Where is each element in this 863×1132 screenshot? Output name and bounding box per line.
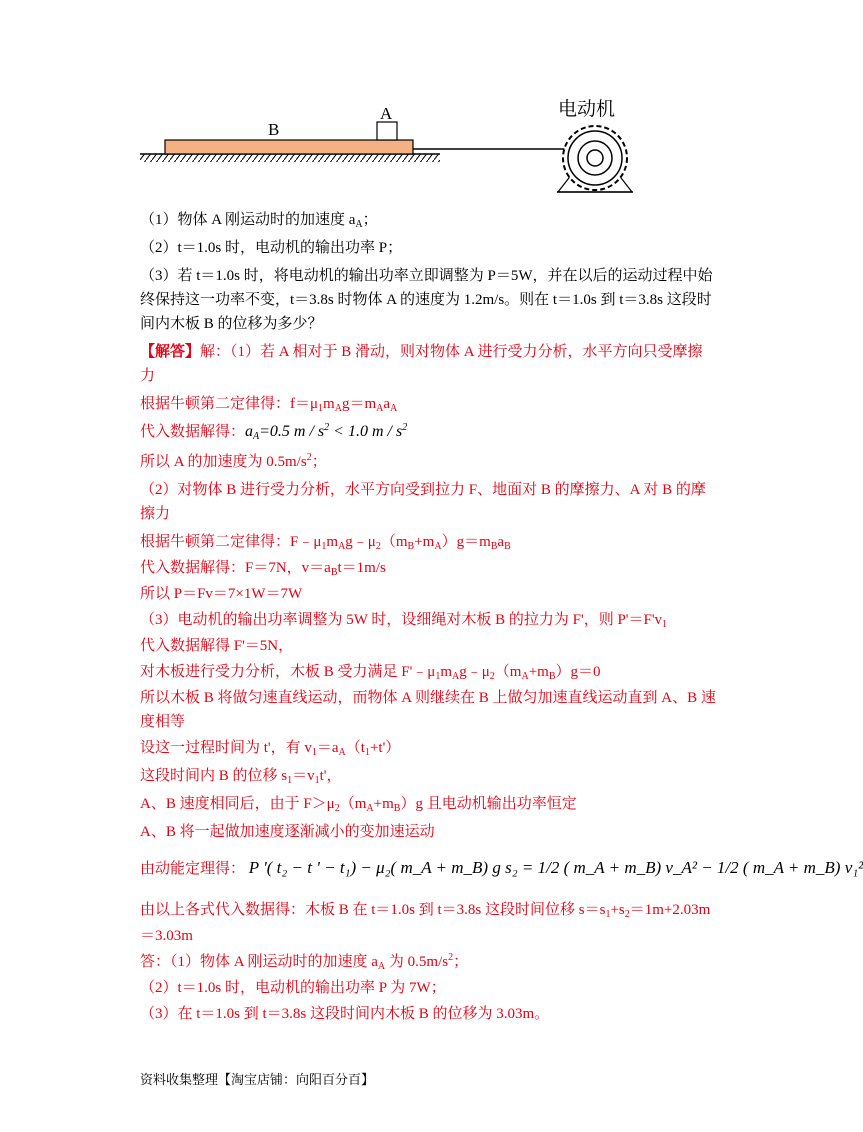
answer-line-23: 答：（1）物体 A 刚运动时的加速度 $a_A$ 为 $0.5m/s^2$；	[140, 952, 469, 972]
answer-line-24: （2）t＝1.0s 时，电动机的输出功率 P 为 7W；	[140, 980, 446, 996]
physics-figure	[140, 88, 660, 198]
label-b: B	[268, 120, 280, 139]
footer: 资料收集整理【淘宝店铺：向阳百分百】	[140, 1073, 375, 1088]
answer-line-18: A、B 速度相同后，由于 $F>\mu_2(m_A+m_B)g$ 且电动机输出功率恒定	[140, 796, 577, 814]
answer-line-9: 代入数据解得：F＝7N，$v=a_Bt=1m/s$	[140, 560, 386, 578]
label-a: A	[380, 104, 393, 123]
answer-line-14: 所以木板 B 将做匀速直线运动，而物体 A 则继续在 B 上做匀加速直线运动直到 A、B 速	[140, 690, 716, 706]
question-3-line-2: 终保持这一功率不变，t＝3.8s 时物体 A 的速度为 1.2m/s。则在 t＝1.0s 到 t＝3.8s 这段时	[140, 292, 712, 308]
question-3-line-1: （3）若 t＝1.0s 时，将电动机的输出功率立即调整为 P＝5W，并在以后的运动过程中始	[140, 268, 713, 284]
answer-line-11: （3）电动机的输出功率调整为 5W 时，设细绳对木板 B 的拉力为 F'，则 $P'=F'v_1$	[140, 612, 668, 630]
ground-hatch	[140, 154, 440, 162]
question-2: （2）t＝1.0s 时，电动机的输出功率 P；	[140, 240, 403, 256]
answer-line-13: 对木板进行受力分析，木板 B 受力满足 $F'﹣\mu_1m_Ag﹣\mu_2(m_A+m_B)g=0$	[140, 664, 601, 682]
answer-line-7: 擦力	[140, 506, 171, 522]
answer-line-5: 所以 A 的加速度为 $0.5m/s^2$；	[140, 452, 327, 470]
answer-line-3: 根据牛顿第二定律得：$f=\mu_1m_Ag=m_Aa_A$	[140, 396, 398, 414]
plank-b	[165, 140, 413, 154]
answer-line-21: 由以上各式代入数据得：木板 B 在 t＝1.0s 到 t＝3.8s 这段时间位移 $s=s_1+s_2=1m+2.03m$	[140, 902, 711, 920]
answer-line-10: 所以 P＝Fv＝7×1W＝7W	[140, 586, 303, 602]
answer-line-1: 【解答】解：（1）若 A 相对于 B 滑动，则对物体 A 进行受力分析，水平方向只受摩擦	[140, 344, 703, 360]
answer-line-19: A、B 将一起做加速度逐渐减小的变加速运动	[140, 824, 435, 840]
answer-line-8: 根据牛顿第二定律得：$F﹣\mu_1m_Ag﹣\mu_2(m_B+m_A)g=m_Ba_B$	[140, 534, 511, 552]
answer-line-12: 代入数据解得 F'＝5N，	[140, 638, 294, 654]
energy-equation: P '( t₂ − t ' − t₁) − μ₂( m_A + m_B) g s₂ = 1/2 ( m_A + m_B) v_A² − 1/2 ( m_A + m_B) v₁²	[248, 858, 863, 877]
motor	[557, 126, 633, 192]
answer-line-4: 代入数据解得：$a_A=0.5$ $m / s^2 < 1.0$ m / $s^2$	[140, 422, 408, 442]
question-1: （1）物体 A 刚运动时的加速度 $a_A$；	[140, 212, 378, 230]
block-a	[377, 122, 397, 140]
question-3-line-3: 间内木板 B 的位移为多少？	[140, 316, 323, 332]
answer-line-6: （2）对物体 B 进行受力分析，水平方向受到拉力 F、地面对 B 的摩擦力、A 对 B 的摩	[140, 482, 706, 498]
answer-line-22: ＝3.03m	[140, 928, 193, 944]
answer-line-16: 设这一过程时间为 t'，有 $v_1=a_A(t_1+t')$	[140, 740, 401, 758]
answer-line-25: （3）在 t＝1.0s 到 t＝3.8s 这段时间内木板 B 的位移为 3.03m。	[140, 1006, 550, 1022]
answer-line-15: 度相等	[140, 714, 186, 730]
answer-line-17: 这段时间内 B 的位移 $s_1=v_1t'$，	[140, 768, 342, 786]
answer-line-20: 由动能定理得： P '( t₂ − t ' − t₁) − μ₂( m_A + m_B) g s₂ = 1/2 ( m_A + m_B) v_A² − 1/2 ( m_A + m_B) v₁²	[140, 858, 863, 877]
answer-line-2: 力	[140, 368, 156, 384]
label-motor: 电动机	[558, 98, 616, 120]
